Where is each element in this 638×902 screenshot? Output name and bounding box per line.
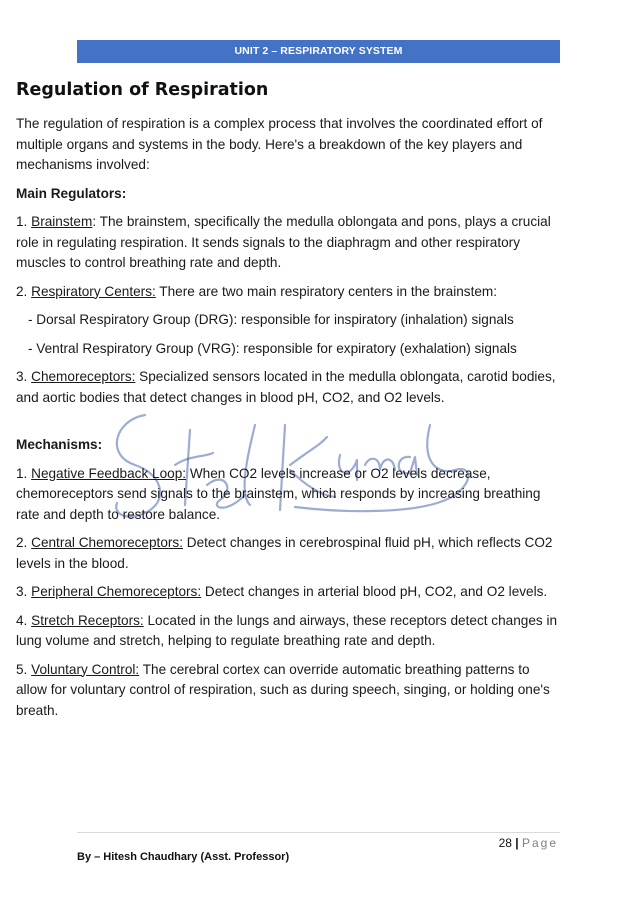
- item-text: Detect changes in cerebrospinal fluid pH, which reflects CO2 levels in the blood.: [16, 535, 553, 571]
- item-number: 4.: [16, 612, 32, 628]
- item-term: Stretch Receptors:: [31, 612, 144, 628]
- list-item: [16, 582, 564, 603]
- item-number: 3.: [16, 584, 32, 599]
- item-text: Detect changes in arterial blood pH, CO2, and O2 levels.: [201, 584, 548, 599]
- item-term: Respiratory Centers:: [31, 283, 156, 299]
- header-band: [77, 40, 560, 63]
- list-item: [16, 611, 564, 652]
- list-item: [16, 282, 564, 303]
- item-text: There are two main respiratory centers in the brainstem:: [155, 283, 498, 299]
- item-number: 3.: [16, 369, 32, 384]
- item-term: Chemoreceptors:: [31, 369, 136, 384]
- item-text: Specialized sensors located in the medulla oblongata, carotid bodies, and aortic bodies that detect changes in blood pH, CO2, and O2 levels.: [16, 369, 556, 405]
- page-number-separator: |: [511, 836, 522, 850]
- item-term: Voluntary Control:: [31, 661, 140, 677]
- sub-item-vrg: - Ventral Respiratory Group (VRG): responsible for expiratory (exhalation) signals: [28, 340, 517, 356]
- item-text: When CO2 levels increase or O2 levels decrease, chemoreceptors send signals to the brainstem, which responds by increasing breathing rate and depth to restore balance.: [16, 465, 541, 522]
- document-body: [16, 114, 564, 729]
- list-item: [16, 464, 564, 526]
- list-item: [16, 533, 564, 574]
- item-text: The cerebral cortex can override automatic breathing patterns to allow for voluntary control of respiration, such as during speech, singing, or holding one's breath.: [16, 661, 550, 718]
- item-text: Located in the lungs and airways, these receptors detect changes in lung volume and stretch, helping to regulate breathing rate and depth.: [16, 612, 558, 648]
- page-number-value: 28: [498, 836, 512, 850]
- sub-item-drg: - Dorsal Respiratory Group (DRG): responsible for inspiratory (inhalation) signals: [28, 312, 514, 327]
- list-item: [16, 212, 564, 274]
- item-number: 1.: [16, 214, 32, 229]
- header-band-text: UNIT 2 – RESPIRATORY SYSTEM: [234, 45, 403, 57]
- item-number: 2.: [16, 535, 32, 550]
- item-term: Peripheral Chemoreceptors:: [31, 584, 202, 599]
- item-term: Central Chemoreceptors:: [31, 535, 183, 550]
- item-term: Brainstem: [31, 214, 93, 229]
- mechanisms-heading: Mechanisms:: [16, 437, 103, 452]
- page-title: Regulation of Respiration: [16, 80, 269, 100]
- item-number: 2.: [16, 283, 32, 299]
- section-spacer: [16, 416, 564, 435]
- footer-divider: [77, 832, 560, 833]
- author-credit: By – Hitesh Chaudhary (Asst. Professor): [77, 851, 290, 863]
- main-regulators-heading: Main Regulators:: [16, 185, 127, 201]
- item-term: Negative Feedback Loop:: [31, 465, 187, 481]
- item-text: The brainstem, specifically the medulla oblongata and pons, plays a crucial role in regulating respiration. It sends signals to the diaphragm and other respiratory muscles to control breathing rate and depth.: [16, 214, 551, 270]
- intro-paragraph: The regulation of respiration is a complex process that involves the coordinated effort of multiple organs and systems in the body. Here's a breakdown of the key players and mechanisms involved:: [16, 116, 543, 172]
- list-item: [16, 367, 564, 408]
- item-separator: :: [92, 214, 97, 229]
- page-label: Page: [521, 836, 558, 850]
- item-number: 5.: [16, 661, 32, 677]
- page-number: [499, 836, 558, 850]
- list-item: [16, 660, 564, 722]
- item-number: 1.: [16, 465, 32, 481]
